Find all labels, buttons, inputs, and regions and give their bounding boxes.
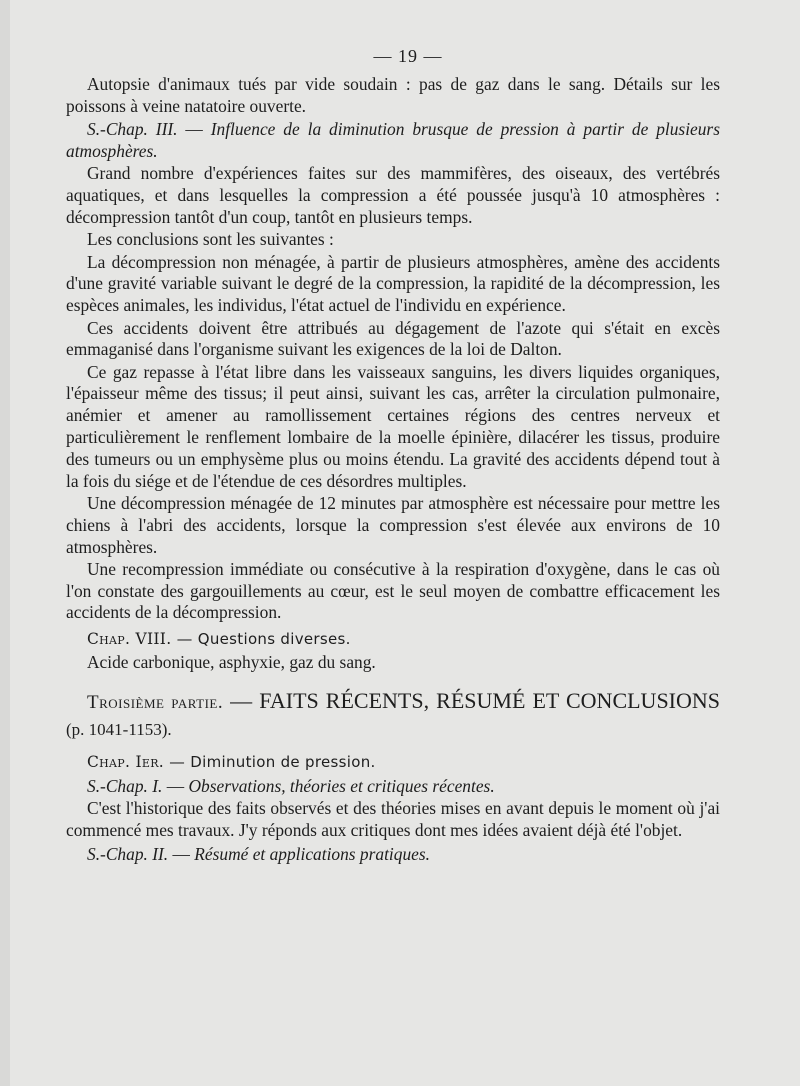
subchapter-3-label: S.-Chap. III. [87,119,178,140]
part-3-label: Troisième partie. [87,691,224,713]
paragraph-decompression-menagee: Une décompression ménagée de 12 minutes par atmosphère est nécessaire pour mettre les chiens à l'abri des accidents, lorsque la compression s'est élevée aux environs de 10 atmosphères. [66,492,720,557]
chapter-8-label: Chap. VIII. [87,630,172,649]
part-3-page-range: (p. 1041-1153). [66,719,172,739]
subchapter-1-title: Observations, théories et critiques récentes. [188,775,495,796]
subchapter-1-label: S.-Chap. I. [87,775,163,796]
paragraph-gaz-libre: Ce gaz repasse à l'état libre dans les vaisseaux sanguins, les divers liquides organiques, l'épaisseur même des tissus; il peut ainsi, suivant les cas, arrêter la circulation pulmonaire, anémier et amener au ramollissement certaines régions des centres nerveux et particulièrement le renflement lombaire de la moelle épinière, dilacérer les tissus, produire des tumeurs ou un emphysème plus ou moins étendu. La gravité des accidents dépend tout à la fois du siége et de l'étendue de ces désordres multiples. [66,361,720,491]
paragraph-autopsie: Autopsie d'animaux tués par vide soudain : pas de gaz dans le sang. Détails sur les poissons à veine natatoire ouverte. [66,73,720,116]
chapter-8-dash: — [176,630,193,649]
chapter-1-heading [66,752,720,774]
part-3-title: FAITS RÉCENTS, RÉSUMÉ ET CONCLUSIONS [259,687,721,713]
part-3-dash: — [230,687,253,713]
paragraph-experiences: Grand nombre d'expériences faites sur des mammifères, des oiseaux, des vertébrés aquatiques, et dans lesquelles la compression a été poussée jusqu'à 10 atmosphères : décompression tantôt d'un coup, tantôt en plusieurs temps. [66,163,720,228]
subchapter-3-dash: — [185,119,203,140]
paragraph-acide-carbonique: Acide carbonique, asphyxie, gaz du sang. [87,652,376,673]
subchapter-1-dash: — [166,775,185,796]
subchapter-2-label: S.-Chap. II. [87,843,169,864]
subchapter-3-heading [66,119,720,163]
chapter-1-dash: — [169,752,186,771]
subchapter-1-heading [66,776,720,798]
chapter-1-title: Diminution de pression. [190,752,376,771]
chapter-8-heading [66,629,720,651]
chapter-1-label: Chap. Ier. [87,752,165,771]
paragraph-historique: C'est l'historique des faits observés et des théories mises en avant depuis le moment où j'ai commencé mes travaux. J'y réponds aux critiques dont mes idées avaient déjà été l'objet. [66,797,720,840]
paragraph-recompression: Une recompression immédiate ou consécutive à la respiration d'oxygène, dans le cas où l'on constate des gargouillements au cœur, est le seul moyen de combattre efficacement les accidents de la décompression. [66,558,720,623]
chapter-8-title: Questions diverses. [197,630,351,649]
subchapter-3-title: Influence de la diminution brusque de pression à partir de plusieurs atmosphères. [66,119,720,162]
paragraph-azote: Ces accidents doivent être attribués au dégagement de l'azote qui s'était en excès emmaganisé dans l'organisme suivant les exigences de la loi de Dalton. [66,317,720,360]
paragraph-decompression: La décompression non ménagée, à partir de plusieurs atmosphères, amène des accidents d'une gravité variable suivant le degré de la compression, la rapidité de la décompression, les espèces animales, les individus, l'état actuel de l'individu en expérience. [66,251,720,316]
part-3-heading [66,688,720,742]
paragraph-conclusions-intro: Les conclusions sont les suivantes : [87,229,334,250]
subchapter-2-dash: — [172,843,190,864]
page-number: — 19 — [373,46,443,66]
subchapter-2-heading [66,844,720,866]
subchapter-2-title: Résumé et applications pratiques. [194,843,430,864]
text-block [66,46,720,866]
